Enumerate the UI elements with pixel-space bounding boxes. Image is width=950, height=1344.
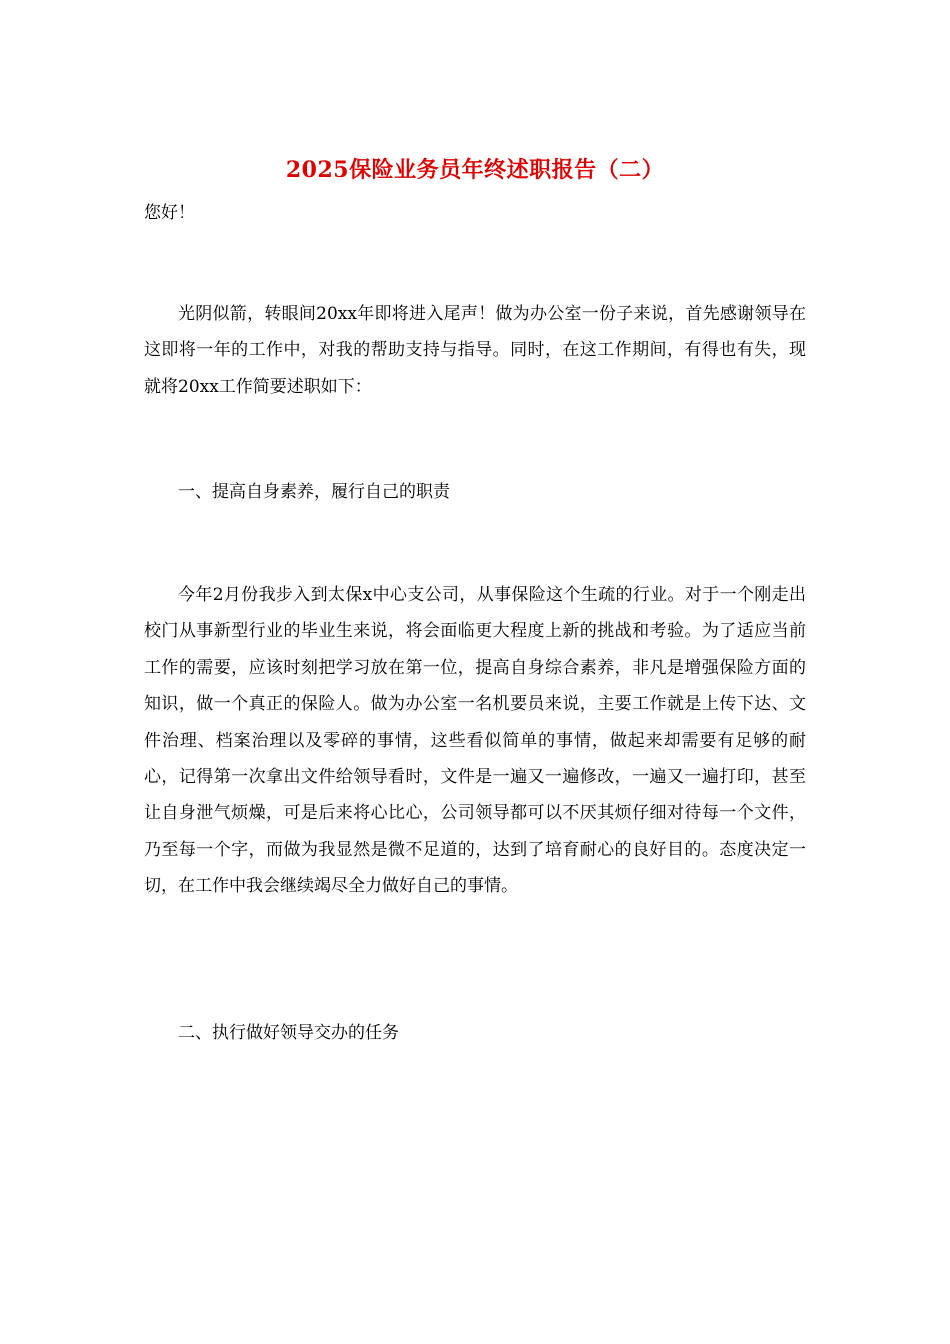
section-1-heading: 一、提高自身素养，履行自己的职责	[178, 482, 450, 502]
section-2-heading: 二、执行做好领导交办的任务	[178, 1023, 399, 1043]
intro-paragraph: 光阴似箭，转眼间20xx年即将进入尾声！做为办公室一份子来说，首先感谢领导在这即将一年的工作中，对我的帮助支持与指导。同时，在这工作期间，有得也有失，现就将20xx工作简要述职如下：	[144, 304, 806, 397]
greeting-text: 您好！	[144, 203, 195, 223]
section-1-paragraph: 今年2月份我步入到太保x中心支公司，从事保险这个生疏的行业。对于一个刚走出校门从事新型行业的毕业生来说，将会面临更大程度上新的挑战和考验。为了适应当前工作的需要，应该时刻把学习放在第一位，提高自身综合素养，非凡是增强保险方面的知识，做一个真正的保险人。做为办公室一名机要员来说，主要工作就是上传下达、文件治理、档案治理以及零碎的事情，这些看似简单的事情，做起来却需要有足够的耐心，记得第一次拿出文件给领导看时，文件是一遍又一遍修改，一遍又一遍打印，甚至让自身泄气烦燥，可是后来将心比心，公司领导都可以不厌其烦仔细对待每一个文件，乃至每一个字，而做为我显然是微不足道的，达到了培育耐心的良好目的。态度决定一切，在工作中我会继续竭尽全力做好自己的事情。	[144, 585, 806, 897]
document-title: 2025保险业务员年终述职报告（二）	[285, 157, 665, 183]
